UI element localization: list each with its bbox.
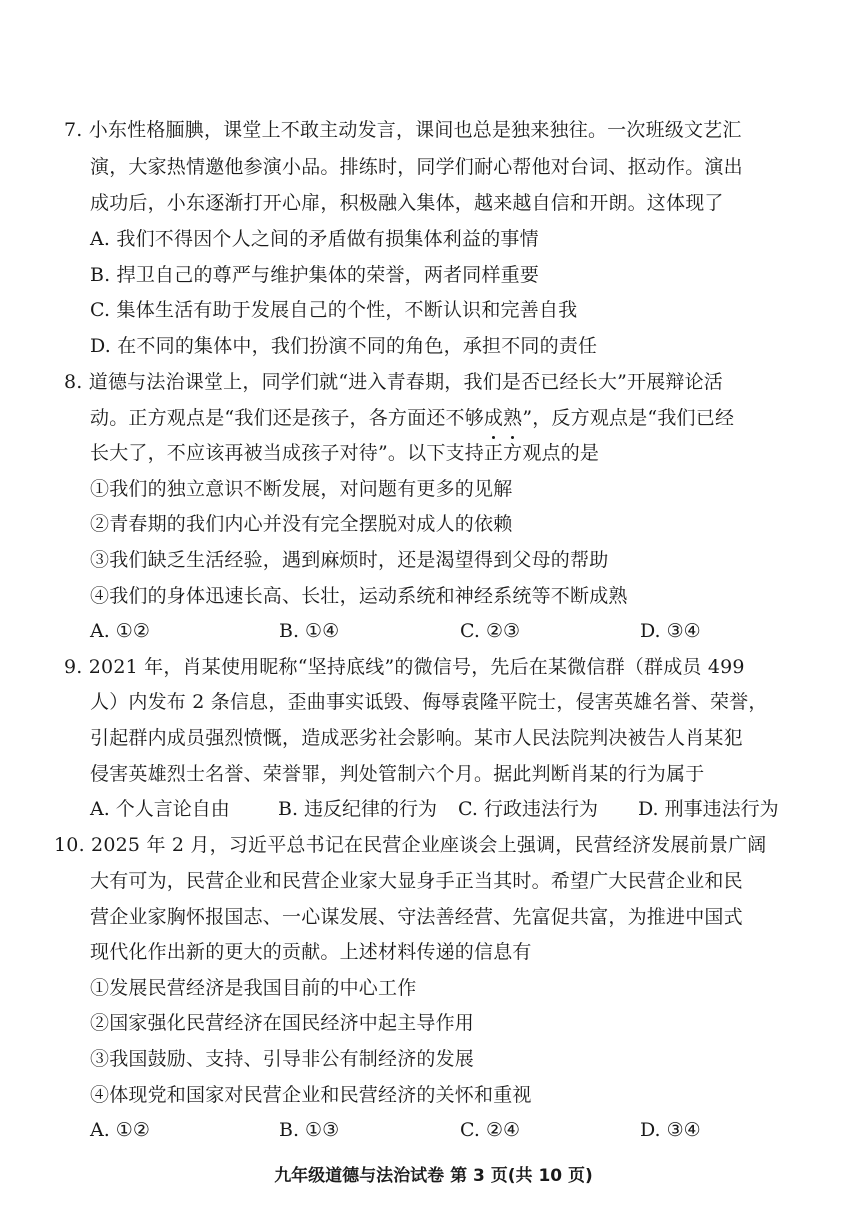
- question-7-option-a: A. 我们不得因个人之间的矛盾做有损集体利益的事情: [90, 228, 539, 250]
- emphasis-dot: [492, 436, 495, 439]
- question-10-line-1: 10. 2025 年 2 月，习近平总书记在民营企业座谈会上强调，民营经济发展前景广阔: [54, 834, 767, 856]
- choice-c: C. ②③: [460, 620, 521, 642]
- choice-c: C. 行政违法行为: [458, 798, 598, 820]
- choice-c: C. ②④: [460, 1119, 521, 1141]
- question-8-statement-4: ④我们的身体迅速长高、长壮，运动系统和神经系统等不断成熟: [90, 585, 628, 607]
- question-8-statement-1: ①我们的独立意识不断发展，对问题有更多的见解: [90, 478, 513, 500]
- choice-b: B. ①③: [279, 1119, 340, 1141]
- question-7-line-3: 成功后，小东逐渐打开心扉，积极融入集体，越来越自信和开朗。这体现了: [90, 192, 724, 214]
- question-10-line-4: 现代化作出新的更大的贡献。上述材料传递的信息有: [90, 941, 532, 963]
- question-10-statement-3: ③我国鼓励、支持、引导非公有制经济的发展: [90, 1048, 475, 1070]
- question-10-statement-4: ④体现党和国家对民营企业和民营经济的关怀和重视: [90, 1084, 532, 1106]
- choice-a: A. ①②: [90, 1119, 150, 1141]
- question-8-statement-2: ②青春期的我们内心并没有完全摆脱对成人的依赖: [90, 513, 513, 535]
- question-7-line-2: 演，大家热情邀他参演小品。排练时，同学们耐心帮他对台词、抠动作。演出: [90, 156, 743, 178]
- question-9-line-2: 人）内发布 2 条信息，歪曲事实诋毁、侮辱袁隆平院士，侵害英雄名誉、荣誉，: [90, 691, 768, 713]
- choice-d: D. 刑事违法行为: [638, 798, 779, 820]
- question-8-line-3: [90, 441, 599, 465]
- question-7-option-d: D. 在不同的集体中，我们扮演不同的角色，承担不同的责任: [90, 335, 598, 357]
- question-10-statement-2: ②国家强化民营经济在国民经济中起主导作用: [90, 1012, 475, 1034]
- choice-a: A. ①②: [90, 620, 150, 642]
- question-9-line-1: 9. 2021 年，肖某使用昵称“坚持底线”的微信号，先后在某微信群（群成员 499: [64, 656, 745, 678]
- choice-d: D. ③④: [640, 1119, 701, 1141]
- choice-b: B. ①④: [279, 620, 340, 642]
- question-10-line-3: 营企业家胸怀报国志、一心谋发展、守法善经营、先富促共富，为推进中国式: [90, 906, 743, 928]
- question-7-option-c: C. 集体生活有助于发展自己的个性，不断认识和完善自我: [90, 299, 578, 321]
- question-8-choices: [90, 619, 810, 643]
- question-8-line-3-after: 观点的是: [522, 442, 600, 464]
- choice-b: B. 违反纪律的行为: [278, 798, 438, 820]
- emphasized-word: [484, 442, 522, 464]
- question-8-statement-3: ③我们缺乏生活经验，遇到麻烦时，还是渴望得到父母的帮助: [90, 549, 609, 571]
- emphasis-dot: [511, 436, 514, 439]
- question-9-choices: [90, 797, 810, 821]
- emphasized-text: 正方: [483, 442, 523, 464]
- question-8-line-3-before: 长大了，不应该再被当成孩子对待”。以下支持: [90, 442, 484, 464]
- question-9-line-3: 引起群内成员强烈愤慨，造成恶劣社会影响。某市人民法院判决被告人肖某犯: [90, 727, 743, 749]
- question-7-option-b: B. 捍卫自己的尊严与维护集体的荣誉，两者同样重要: [90, 264, 540, 286]
- question-10-choices: [90, 1118, 810, 1142]
- question-7-line-1: 7. 小东性格腼腆，课堂上不敢主动发言，课间也总是独来独往。一次班级文艺汇: [64, 119, 742, 141]
- question-8-line-2: 动。正方观点是“我们还是孩子，各方面还不够成熟”，反方观点是“我们已经: [90, 407, 735, 429]
- choice-d: D. ③④: [640, 620, 701, 642]
- page-footer: 九年级道德与法治试卷 第 3 页(共 10 页): [274, 1166, 593, 1186]
- question-8-line-1: 8. 道德与法治课堂上，同学们就“进入青春期，我们是否已经长大”开展辩论活: [64, 371, 723, 393]
- question-10-statement-1: ①发展民营经济是我国目前的中心工作: [90, 977, 417, 999]
- choice-a: A. 个人言论自由: [90, 798, 230, 820]
- question-9-line-4: 侵害英雄烈士名誉、荣誉罪，判处管制六个月。据此判断肖某的行为属于: [90, 763, 705, 785]
- question-10-line-2: 大有可为，民营企业和民营企业家大显身手正当其时。希望广大民营企业和民: [90, 870, 743, 892]
